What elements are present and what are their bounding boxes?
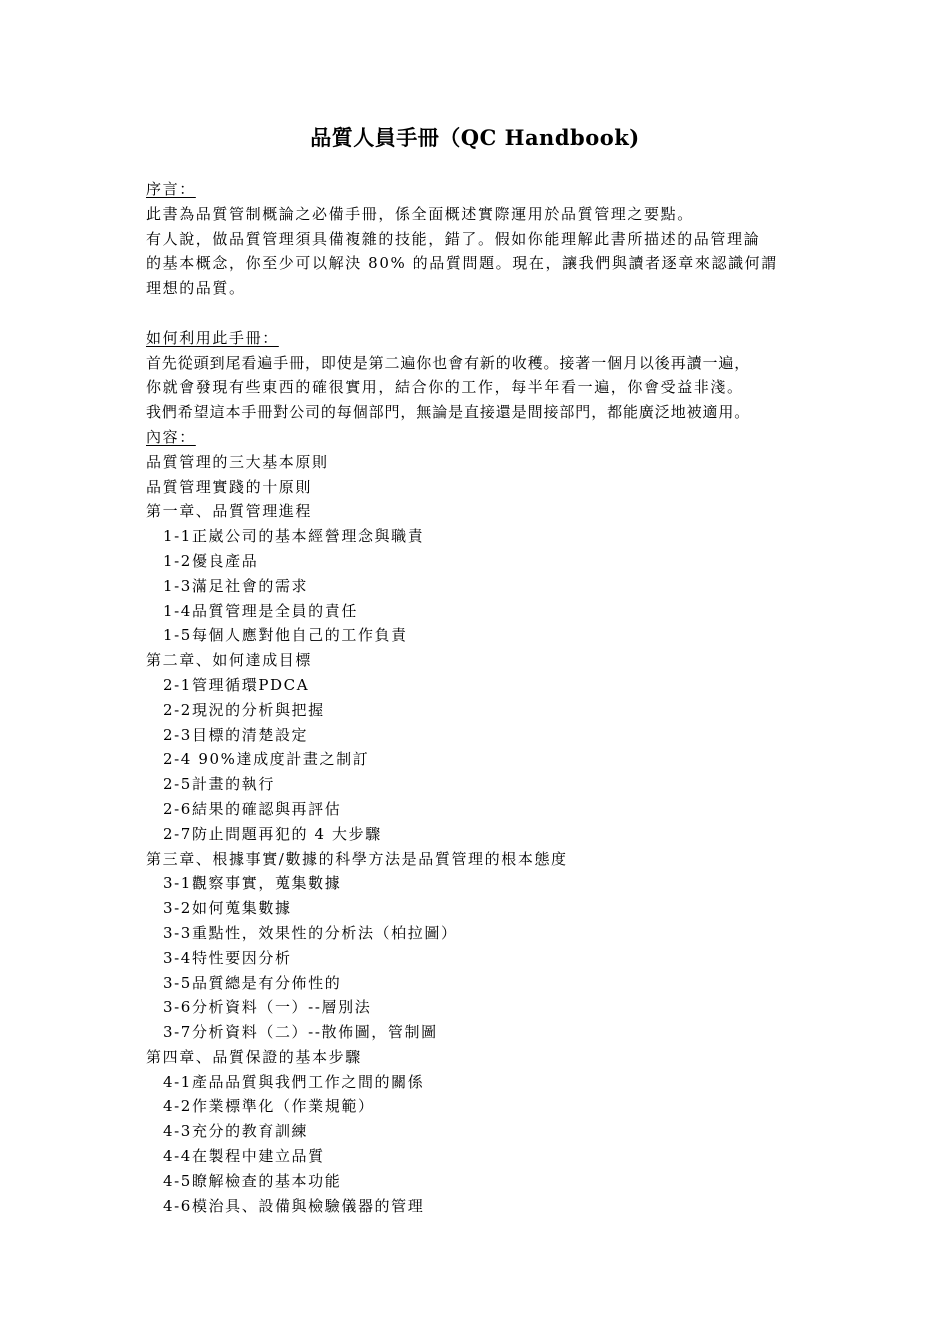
document-title: 品質人員手冊（QC Handbook) [310, 125, 640, 150]
toc-chapter: 第四章、品質保證的基本步驟 [146, 1047, 362, 1066]
table-of-contents [146, 450, 826, 1219]
document-body [146, 177, 826, 1218]
toc-section: 1-2優良產品 [163, 551, 259, 570]
toc-section: 4-3充分的教育訓練 [163, 1122, 309, 1141]
toc-chapter: 品質管理的三大基本原則 [146, 452, 329, 471]
preface-line: 此書為品質管制概論之必備手冊，係全面概述實際運用於品質管理之要點。 [146, 204, 694, 223]
toc-chapter: 第一章、品質管理進程 [146, 502, 313, 521]
preface-line: 的基本概念，你至少可以解決 80% 的品質問題。現在，讓我們與讀者逐章來認識何謂 [146, 254, 778, 273]
toc-section: 4-1產品品質與我們工作之間的關係 [163, 1072, 425, 1091]
spacer [146, 301, 826, 326]
preface-line: 理想的品質。 [146, 279, 246, 298]
toc-section: 2-7防止問題再犯的 4 大步驟 [163, 824, 382, 843]
toc-chapter: 品質管理實踐的十原則 [146, 477, 313, 496]
preface-line: 有人說，做品質管理須具備複雜的技能，錯了。假如你能理解此書所描述的品管理論 [146, 229, 761, 248]
toc-section: 2-1管理循環PDCA [163, 675, 310, 694]
toc-section: 2-6結果的確認與再評估 [163, 799, 342, 818]
toc-chapter: 第三章、根據事實/數據的科學方法是品質管理的根本態度 [146, 849, 568, 868]
toc-section: 2-3目標的清楚設定 [163, 725, 309, 744]
toc-section: 4-5瞭解檢查的基本功能 [163, 1171, 342, 1190]
toc-chapter: 第二章、如何達成目標 [146, 651, 313, 670]
toc-section: 3-7分析資料（二）--散佈圖，管制圖 [163, 1023, 438, 1042]
toc-section: 3-1觀察事實，蒐集數據 [163, 874, 342, 893]
usage-heading: 如何利用此手冊： [146, 328, 279, 347]
toc-section: 1-3滿足社會的需求 [163, 576, 309, 595]
usage-line: 我們希望這本手冊對公司的每個部門，無論是直接還是間接部門，都能廣泛地被適用。 [146, 403, 751, 422]
usage-line: 你就會發現有些東西的確很實用，結合你的工作，每半年看一遍，你會受益非淺。 [146, 378, 744, 397]
toc-section: 3-3重點性，效果性的分析法（柏拉圖） [163, 923, 458, 942]
toc-section: 2-2現況的分析與把握 [163, 700, 325, 719]
toc-section: 3-5品質總是有分佈性的 [163, 973, 342, 992]
toc-section: 4-2作業標準化（作業規範） [163, 1097, 375, 1116]
usage-line: 首先從頭到尾看遍手冊，即使是第二遍你也會有新的收穫。接著一個月以後再讀一遍， [146, 353, 751, 372]
preface-heading: 序言： [146, 180, 196, 198]
toc-section: 1-5每個人應對他自己的工作負責 [163, 626, 408, 645]
toc-section: 3-2如何蒐集數據 [163, 899, 292, 918]
toc-section: 2-4 90%達成度計畫之制訂 [163, 750, 370, 769]
toc-section: 1-1正崴公司的基本經營理念與職責 [163, 527, 425, 546]
toc-section: 3-6分析資料（一）--層別法 [163, 998, 372, 1017]
toc-section: 2-5計畫的執行 [163, 775, 275, 794]
contents-heading: 內容： [146, 427, 196, 446]
toc-section: 3-4特性要因分析 [163, 948, 292, 967]
toc-section: 4-6模治具、設備與檢驗儀器的管理 [163, 1196, 425, 1215]
toc-section: 1-4品質管理是全員的責任 [163, 601, 358, 620]
toc-section: 4-4在製程中建立品質 [163, 1147, 325, 1166]
